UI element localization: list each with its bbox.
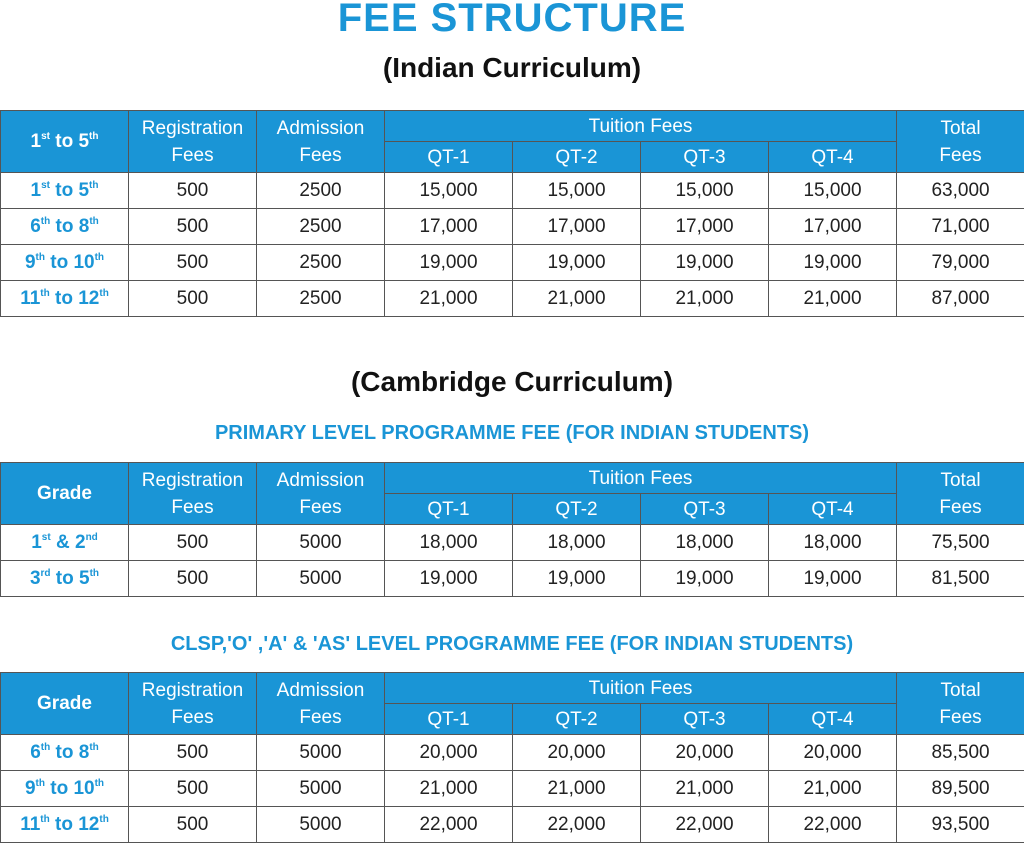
grade-cell: 3rd to 5th (1, 561, 129, 597)
qt1-fee-cell: 15,000 (385, 173, 513, 209)
grade-cell: 11th to 12th (1, 281, 129, 317)
qt2-fee-cell: 21,000 (513, 771, 641, 807)
total-fee-cell: 93,500 (897, 807, 1024, 843)
qt3-fee-cell: 17,000 (641, 209, 769, 245)
indian-fee-table (0, 110, 1024, 317)
primary-fee-table (0, 462, 1024, 597)
total-fee-cell: 71,000 (897, 209, 1024, 245)
tuition-fees-header: Tuition Fees (385, 111, 897, 142)
clsp-rows (1, 735, 1024, 843)
qt1-fee-cell: 22,000 (385, 807, 513, 843)
admission-fee-cell: 2500 (257, 281, 385, 317)
table-row (1, 771, 1024, 807)
registration-fee-cell: 500 (129, 771, 257, 807)
qt2-header: QT-2 (513, 704, 641, 735)
qt4-fee-cell: 21,000 (769, 281, 897, 317)
registration-fee-cell: 500 (129, 525, 257, 561)
total-fee-cell: 63,000 (897, 173, 1024, 209)
qt1-fee-cell: 21,000 (385, 281, 513, 317)
total-fees-header: Total Fees (897, 463, 1024, 525)
total-fee-cell: 87,000 (897, 281, 1024, 317)
qt4-fee-cell: 22,000 (769, 807, 897, 843)
qt3-fee-cell: 21,000 (641, 281, 769, 317)
qt2-fee-cell: 21,000 (513, 281, 641, 317)
tuition-fees-header: Tuition Fees (385, 463, 897, 494)
table-row (1, 209, 1024, 245)
qt3-fee-cell: 15,000 (641, 173, 769, 209)
registration-fee-cell: 500 (129, 245, 257, 281)
clsp-programme-heading: CLSP,'O' ,'A' & 'AS' LEVEL PROGRAMME FEE (FOR INDIAN STUDENTS) (170, 633, 854, 655)
total-fee-cell: 81,500 (897, 561, 1024, 597)
grade-column-header: Grade (1, 463, 129, 525)
registration-fee-cell: 500 (129, 807, 257, 843)
qt3-fee-cell: 19,000 (641, 245, 769, 281)
admission-fees-header: Admission Fees (257, 111, 385, 173)
total-fee-cell: 85,500 (897, 735, 1024, 771)
qt1-fee-cell: 18,000 (385, 525, 513, 561)
page-title: FEE STRUCTURE (337, 0, 687, 40)
registration-fees-header: Registration Fees (129, 463, 257, 525)
qt4-fee-cell: 21,000 (769, 771, 897, 807)
table-row (1, 561, 1024, 597)
grade-cell: 9th to 10th (1, 245, 129, 281)
tuition-fees-header: Tuition Fees (385, 673, 897, 704)
table-row (1, 245, 1024, 281)
total-fee-cell: 89,500 (897, 771, 1024, 807)
qt4-fee-cell: 19,000 (769, 561, 897, 597)
table-row (1, 281, 1024, 317)
qt3-header: QT-3 (641, 142, 769, 173)
admission-fee-cell: 5000 (257, 735, 385, 771)
qt2-fee-cell: 20,000 (513, 735, 641, 771)
qt3-fee-cell: 19,000 (641, 561, 769, 597)
clsp-fee-table (0, 672, 1024, 843)
primary-rows (1, 525, 1024, 597)
qt1-header: QT-1 (385, 704, 513, 735)
qt1-fee-cell: 20,000 (385, 735, 513, 771)
indian-rows (1, 173, 1024, 317)
qt3-fee-cell: 21,000 (641, 771, 769, 807)
primary-programme-heading: PRIMARY LEVEL PROGRAMME FEE (FOR INDIAN STUDENTS) (214, 422, 810, 444)
registration-fee-cell: 500 (129, 561, 257, 597)
table-row (1, 735, 1024, 771)
admission-fee-cell: 5000 (257, 525, 385, 561)
grade-cell: 6th to 8th (1, 209, 129, 245)
qt3-header: QT-3 (641, 494, 769, 525)
qt3-fee-cell: 22,000 (641, 807, 769, 843)
cambridge-curriculum-heading: (Cambridge Curriculum) (350, 366, 674, 397)
qt2-header: QT-2 (513, 142, 641, 173)
admission-fee-cell: 5000 (257, 807, 385, 843)
qt4-fee-cell: 20,000 (769, 735, 897, 771)
grade-column-header: 1st to 5th (1, 111, 129, 173)
admission-fee-cell: 2500 (257, 245, 385, 281)
admission-fee-cell: 5000 (257, 771, 385, 807)
admission-fee-cell: 2500 (257, 173, 385, 209)
admission-fees-header: Admission Fees (257, 463, 385, 525)
grade-cell: 9th to 10th (1, 771, 129, 807)
qt1-fee-cell: 21,000 (385, 771, 513, 807)
qt2-fee-cell: 18,000 (513, 525, 641, 561)
qt2-fee-cell: 17,000 (513, 209, 641, 245)
qt1-fee-cell: 17,000 (385, 209, 513, 245)
qt2-header: QT-2 (513, 494, 641, 525)
grade-cell: 11th to 12th (1, 807, 129, 843)
grade-column-header: Grade (1, 673, 129, 735)
table-row (1, 173, 1024, 209)
qt4-header: QT-4 (769, 494, 897, 525)
admission-fee-cell: 5000 (257, 561, 385, 597)
qt1-fee-cell: 19,000 (385, 561, 513, 597)
table-row (1, 525, 1024, 561)
grade-cell: 6th to 8th (1, 735, 129, 771)
total-fees-header: Total Fees (897, 111, 1024, 173)
qt2-fee-cell: 19,000 (513, 561, 641, 597)
qt1-header: QT-1 (385, 494, 513, 525)
qt4-fee-cell: 15,000 (769, 173, 897, 209)
total-fee-cell: 79,000 (897, 245, 1024, 281)
admission-fee-cell: 2500 (257, 209, 385, 245)
registration-fee-cell: 500 (129, 735, 257, 771)
qt2-fee-cell: 19,000 (513, 245, 641, 281)
grade-cell: 1st & 2nd (1, 525, 129, 561)
qt4-header: QT-4 (769, 704, 897, 735)
registration-fee-cell: 500 (129, 173, 257, 209)
registration-fee-cell: 500 (129, 209, 257, 245)
indian-curriculum-heading: (Indian Curriculum) (382, 52, 642, 83)
qt2-fee-cell: 22,000 (513, 807, 641, 843)
qt1-fee-cell: 19,000 (385, 245, 513, 281)
qt4-fee-cell: 19,000 (769, 245, 897, 281)
grade-cell: 1st to 5th (1, 173, 129, 209)
total-fees-header: Total Fees (897, 673, 1024, 735)
qt3-header: QT-3 (641, 704, 769, 735)
registration-fee-cell: 500 (129, 281, 257, 317)
total-fee-cell: 75,500 (897, 525, 1024, 561)
qt1-header: QT-1 (385, 142, 513, 173)
qt4-fee-cell: 17,000 (769, 209, 897, 245)
admission-fees-header: Admission Fees (257, 673, 385, 735)
registration-fees-header: Registration Fees (129, 111, 257, 173)
table-row (1, 807, 1024, 843)
qt3-fee-cell: 18,000 (641, 525, 769, 561)
qt3-fee-cell: 20,000 (641, 735, 769, 771)
qt2-fee-cell: 15,000 (513, 173, 641, 209)
registration-fees-header: Registration Fees (129, 673, 257, 735)
qt4-fee-cell: 18,000 (769, 525, 897, 561)
qt4-header: QT-4 (769, 142, 897, 173)
